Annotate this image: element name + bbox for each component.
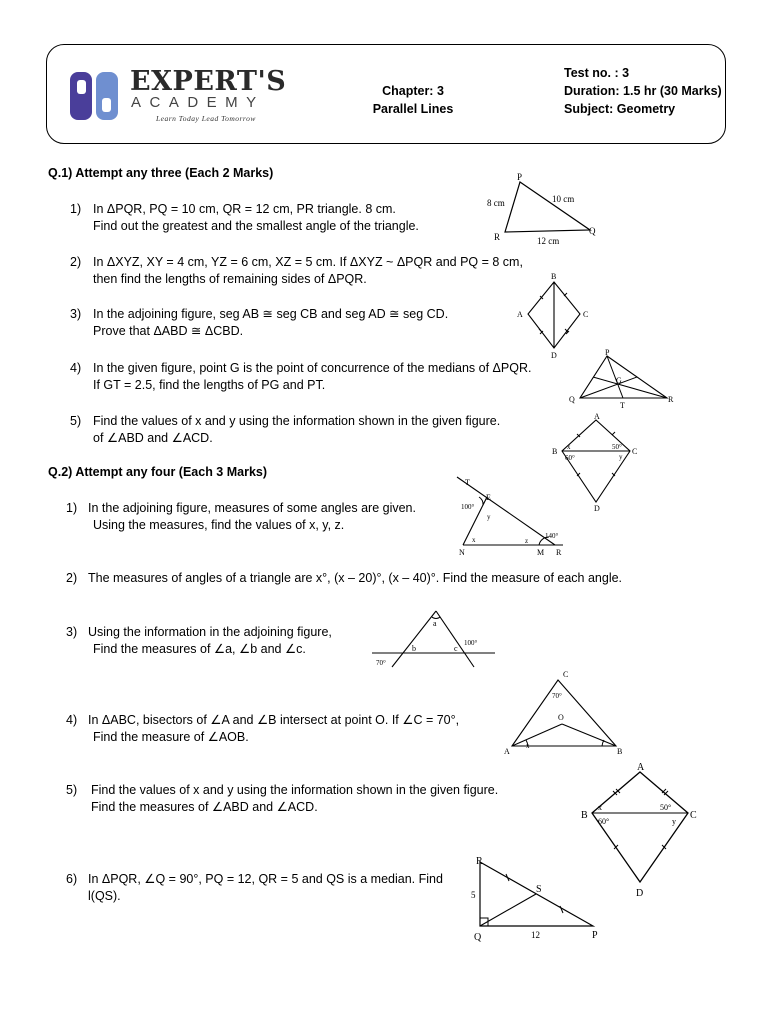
q1-item-5-line2: of ∠ABD and ∠ACD. [93, 431, 213, 445]
q2-item-6-line2: l(QS). [88, 889, 121, 903]
q1-item-2-line2: then find the lengths of remaining sides of ΔPQR. [93, 272, 367, 286]
point-label: N [459, 548, 465, 557]
q1-item-number: 4) [70, 361, 82, 375]
point-label: E [486, 493, 491, 502]
angle-label: y [619, 453, 623, 461]
q2-item-number: 5) [66, 783, 78, 797]
vertex-label: G [616, 376, 622, 385]
vertex-label: R [494, 232, 501, 242]
q2-item-number: 2) [66, 571, 78, 585]
angle-label: x [472, 536, 476, 544]
q2-item-5-line2: Find the measures of ∠ABD and ∠ACD. [91, 800, 318, 814]
angle-label: 50° [660, 803, 672, 812]
side-label: 8 cm [487, 198, 505, 208]
test-info [564, 64, 722, 118]
vertex-label: B [551, 272, 557, 281]
q1-item-2-line1: In ΔXYZ, XY = 4 cm, YZ = 6 cm, XZ = 5 cm. If ΔXYZ ~ ΔPQR and PQ = 8 cm, [93, 255, 523, 269]
q1-item-4-line2: If GT = 2.5, find the lengths of PG and PT. [93, 378, 326, 392]
vertex-label: B [617, 747, 623, 756]
vertex-label: O [558, 713, 564, 722]
q2-item-5-line1: Find the values of x and y using the information shown in the given figure. [91, 783, 499, 797]
test-subject: Subject: Geometry [564, 102, 676, 116]
chapter-title: Parallel Lines [372, 102, 454, 116]
q1-item-number: 5) [70, 414, 82, 428]
q2-item-1-line2: Using the measures, find the values of x, y, z. [93, 518, 345, 532]
q2-item-number: 1) [66, 501, 78, 515]
q2-item-6-line1: In ΔPQR, ∠Q = 90°, PQ = 12, QR = 5 and QS is a median. Find [88, 872, 443, 886]
q2-item-4-line1: In ΔABC, bisectors of ∠A and ∠B intersect at point O. If ∠C = 70°, [88, 713, 460, 727]
point-label: R [556, 548, 562, 557]
vertex-label: C [583, 310, 589, 319]
chapter-number: Chapter: 3 [382, 84, 444, 98]
q2-item-1-line1: In the adjoining figure, measures of some angles are given. [88, 501, 416, 515]
angle-label: 50° [612, 443, 622, 451]
vertex-label: P [517, 172, 523, 182]
vertex-label: C [632, 447, 638, 456]
q2-item-number: 3) [66, 625, 78, 639]
angle-label: 100° [464, 639, 478, 647]
figure-transversal [370, 605, 500, 675]
figure-bisectors-abc [500, 668, 630, 760]
vertex-label: Q [474, 932, 482, 943]
angle-label: b [412, 644, 416, 653]
vertex-label: A [594, 412, 600, 421]
vertex-label: A [637, 762, 645, 773]
angle-label: x [526, 742, 530, 750]
vertex-label: D [551, 351, 557, 360]
side-label: 5 [471, 890, 476, 900]
figure-triangle-pqr [485, 170, 605, 250]
q2-item-number: 6) [66, 872, 78, 886]
q2-item-3-line1: Using the information in the adjoining figure, [88, 625, 332, 639]
vertex-label: Q [589, 226, 596, 236]
q1-item-number: 2) [70, 255, 82, 269]
angle-label: 70° [376, 659, 386, 667]
q1-item-number: 1) [70, 202, 82, 216]
side-label: 12 [531, 930, 540, 940]
test-number: Test no. : 3 [564, 66, 630, 80]
q2-item-number: 4) [66, 713, 78, 727]
angle-label: x [598, 803, 602, 812]
vertex-label: B [552, 447, 558, 456]
angle-label: 70° [552, 692, 562, 700]
vertex-label: C [563, 670, 569, 679]
side-label: 10 cm [552, 194, 575, 204]
vertex-label: A [517, 310, 523, 319]
angle-label: y [487, 513, 491, 521]
vertex-label: P [592, 930, 598, 941]
test-duration: Duration: 1.5 hr (30 Marks) [564, 84, 722, 98]
q1-item-4-line1: In the given figure, point G is the point of concurrence of the medians of ΔPQR. [93, 361, 532, 375]
vertex-label: R [668, 395, 674, 404]
q2-item-3-line2: Find the measures of ∠a, ∠b and ∠c. [93, 642, 306, 656]
point-label: M [537, 548, 545, 557]
angle-label: y [672, 817, 676, 826]
q2-item-4-line2: Find the measure of ∠AOB. [93, 730, 249, 744]
side-label: 12 cm [537, 236, 560, 246]
academy-logo-icon [68, 70, 120, 122]
q1-item-3-line2: Prove that ΔABD ≅ ΔCBD. [93, 324, 244, 338]
angle-label: 140° [545, 532, 559, 540]
logo-subtitle: ACADEMY [131, 94, 265, 111]
vertex-label: D [594, 504, 600, 513]
vertex-label: S [536, 884, 542, 895]
angle-label: a [433, 619, 437, 628]
angle-label: c [454, 644, 458, 653]
angle-label: 100° [461, 503, 475, 511]
vertex-label: B [581, 810, 588, 821]
vertex-label: Q [569, 395, 575, 404]
point-label: T [465, 478, 470, 487]
q2-heading: Q.2) Attempt any four (Each 3 Marks) [48, 465, 268, 479]
vertex-label: R [476, 856, 483, 867]
vertex-label: C [690, 810, 697, 821]
vertex-label: D [636, 888, 644, 899]
q1-item-5-line1: Find the values of x and y using the information shown in the given figure. [93, 414, 501, 428]
figure-right-triangle-pqr [468, 852, 608, 944]
angle-label: z [525, 537, 529, 545]
angle-label: x [567, 443, 571, 451]
vertex-label: P [605, 348, 610, 357]
vertex-label: T [620, 401, 625, 410]
q1-item-3-line1: In the adjoining figure, seg AB ≅ seg CB and seg AD ≅ seg CD. [93, 307, 449, 321]
angle-label: 60° [598, 817, 610, 826]
figure-medians-pqr [565, 348, 677, 410]
logo-tagline: Learn Today Lead Tomorrow [156, 114, 256, 123]
angle-label: 60° [565, 454, 575, 462]
figure-exterior-angles [455, 475, 575, 560]
q1-item-number: 3) [70, 307, 82, 321]
q1-heading: Q.1) Attempt any three (Each 2 Marks) [48, 166, 274, 180]
q2-item-2-line1: The measures of angles of a triangle are x°, (x – 20)°, (x – 40)°. Find the measure of each angle. [88, 571, 623, 585]
vertex-label: A [504, 747, 510, 756]
logo-name: EXPERT'S [130, 66, 287, 97]
q1-item-1-line1: In ΔPQR, PQ = 10 cm, QR = 12 cm, PR triangle. 8 cm. [93, 202, 396, 216]
q1-item-1-line2: Find out the greatest and the smallest angle of the triangle. [93, 219, 419, 233]
chapter-block [368, 82, 458, 118]
